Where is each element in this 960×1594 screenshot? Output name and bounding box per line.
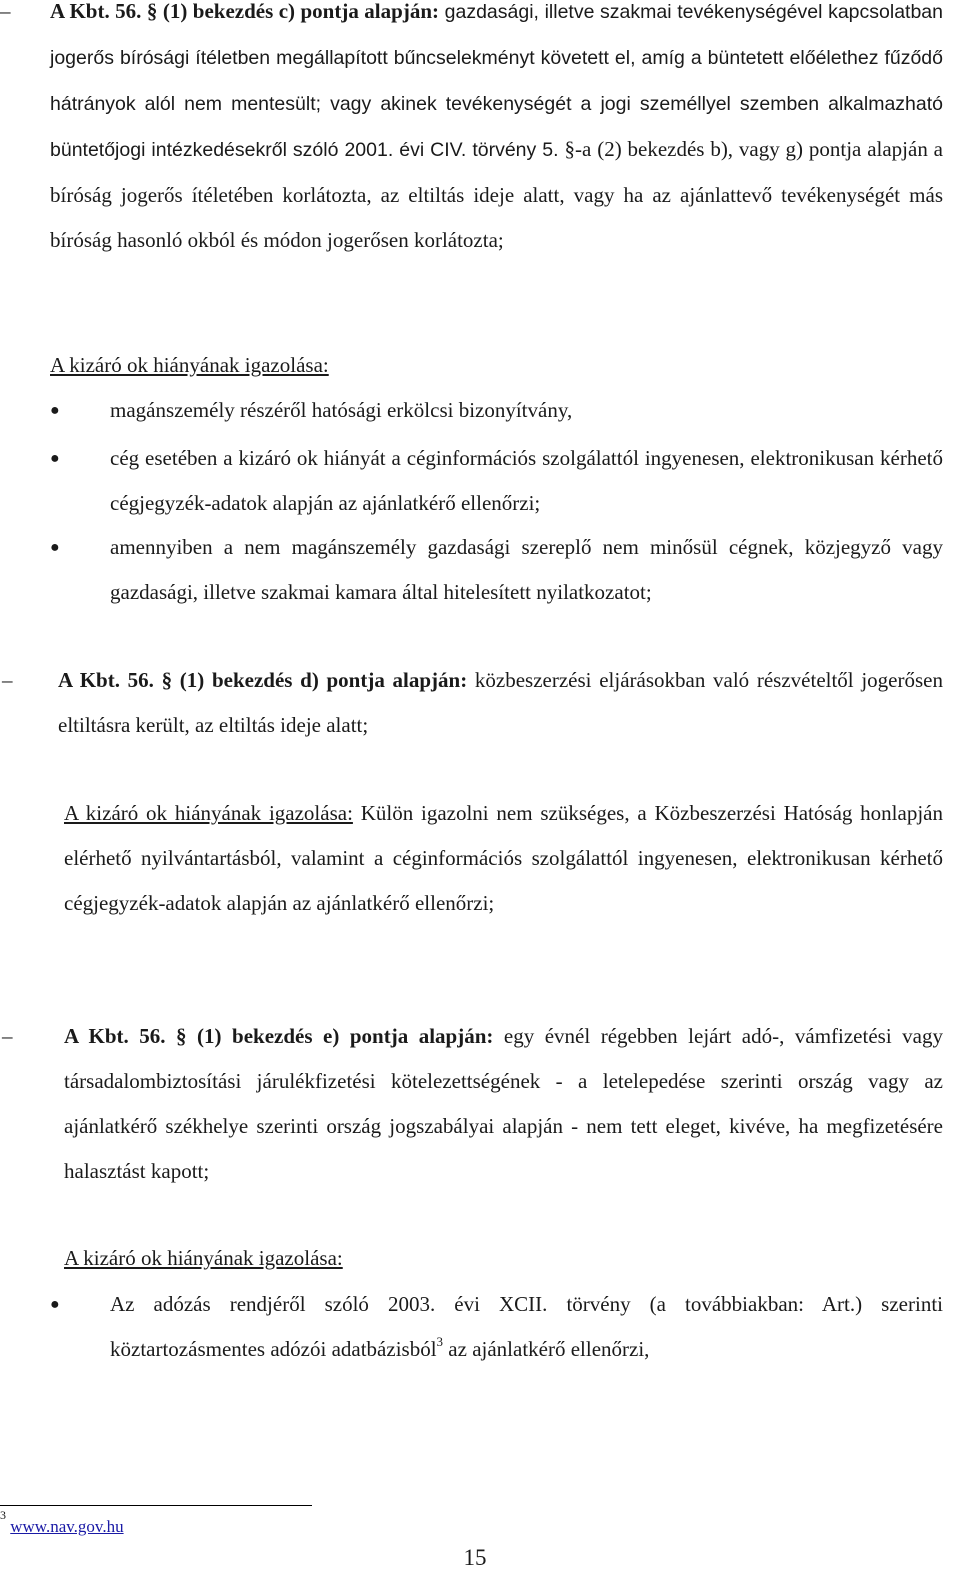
bullet-icon: ●: [50, 402, 60, 419]
section-1-paragraph: [50, 0, 943, 263]
section-2-heading: A Kbt. 56. § (1) bekezdés d) pontja alapján:: [58, 668, 468, 692]
footnote-divider: [0, 1505, 312, 1506]
page-number: 15: [463, 1545, 487, 1570]
section-2-paragraph: [58, 658, 943, 748]
section-1-body-sans: gazdasági, illetve szakmai tevékenységével kapcsolatban jogerős bírósági ítéletben megállapított bűncselekményt követett el, amíg a büntetett előélethez fűződő hátrányok alól nem mentesült; vagy akinek tevékenységét a jogi személlyel szemben alkalmazható büntetőjogi intézkedésekről szóló 2001. évi CIV. törvény 5.: [50, 1, 943, 161]
section-3-paragraph: [64, 1014, 943, 1194]
section-2-proof-label: A kizáró ok hiányának igazolása:: [64, 801, 353, 825]
footnote-reference[interactable]: 3: [436, 1334, 444, 1349]
dash-marker: –: [2, 668, 13, 692]
section-3-heading: A Kbt. 56. § (1) bekezdés e) pontja alapján:: [64, 1024, 494, 1048]
section-1-heading: A Kbt. 56. § (1) bekezdés c) pontja alapján:: [50, 0, 439, 23]
section-1-body-serif: §-a (2) bekezdés b), vagy g) pontja alapján a bíróság jogerős ítéletében korlátozta, az eltiltás ideje alatt, vagy ha az ajánlattevő tevékenységét más bíróság hasonló okból és módon jogerősen korlátozta;: [50, 137, 943, 252]
section-2-body: közbeszerzési eljárásokban való részvételtől jogerősen eltiltásra került, az eltiltás ideje alatt;: [58, 668, 943, 737]
section-1-proof-label: A kizáró ok hiányának igazolása:: [50, 353, 329, 377]
footnote-link[interactable]: www.nav.gov.hu: [10, 1517, 124, 1536]
footnote: [0, 1508, 124, 1538]
bullet-icon: ●: [50, 539, 60, 556]
section-1-bullet-2: cég esetében a kizáró ok hiányát a céginformációs szolgálattól ingyenesen, elektronikusan kérhető cégjegyzék-adatok alapján az ajánlatkérő ellenőrzi;: [110, 446, 943, 515]
section-1-bullet-1: magánszemély részéről hatósági erkölcsi bizonyítvány,: [110, 398, 573, 422]
dash-marker: –: [2, 1024, 13, 1048]
section-2-proof: [64, 791, 943, 926]
section-3-body: egy évnél régebben lejárt adó-, vámfizetési vagy társadalombiztosítási járulékfizetési kötelezettségének - a letelepedése szerinti ország vagy az ajánlatkérő székhelye szerinti ország jogszabályai alapján - nem tett eleget, kivéve, ha megfizetésére halasztást kapott;: [64, 1024, 943, 1183]
section-3-proof-label: A kizáró ok hiányának igazolása:: [64, 1246, 343, 1270]
section-1-bullet-3: amennyiben a nem magánszemély gazdasági szereplő nem minősül cégnek, közjegyző vagy gazdasági, illetve szakmai kamara által hitelesített nyilatkozatot;: [110, 535, 943, 604]
section-3-bullet: Az adózás rendjéről szóló 2003. évi XCII. törvény (a továbbiakban: Art.) szerinti köztartozásmentes adózói adatbázisból$^3$ az ajánlatkérő ellenőrzi,: [110, 1292, 943, 1361]
footnote-mark: 3: [0, 1508, 6, 1523]
bullet-icon: ●: [50, 450, 60, 467]
section-2-proof-text: Külön igazolni nem szükséges, a Közbeszerzési Hatóság honlapján elérhető nyilvántartásból, valamint a céginformációs szolgálattól ingyenesen, elektronikusan kérhető cégjegyzék-adatok alapján az ajánlatkérő ellenőrzi;: [64, 801, 943, 915]
bullet-icon: ●: [50, 1296, 60, 1313]
dash-marker: –: [0, 0, 11, 23]
